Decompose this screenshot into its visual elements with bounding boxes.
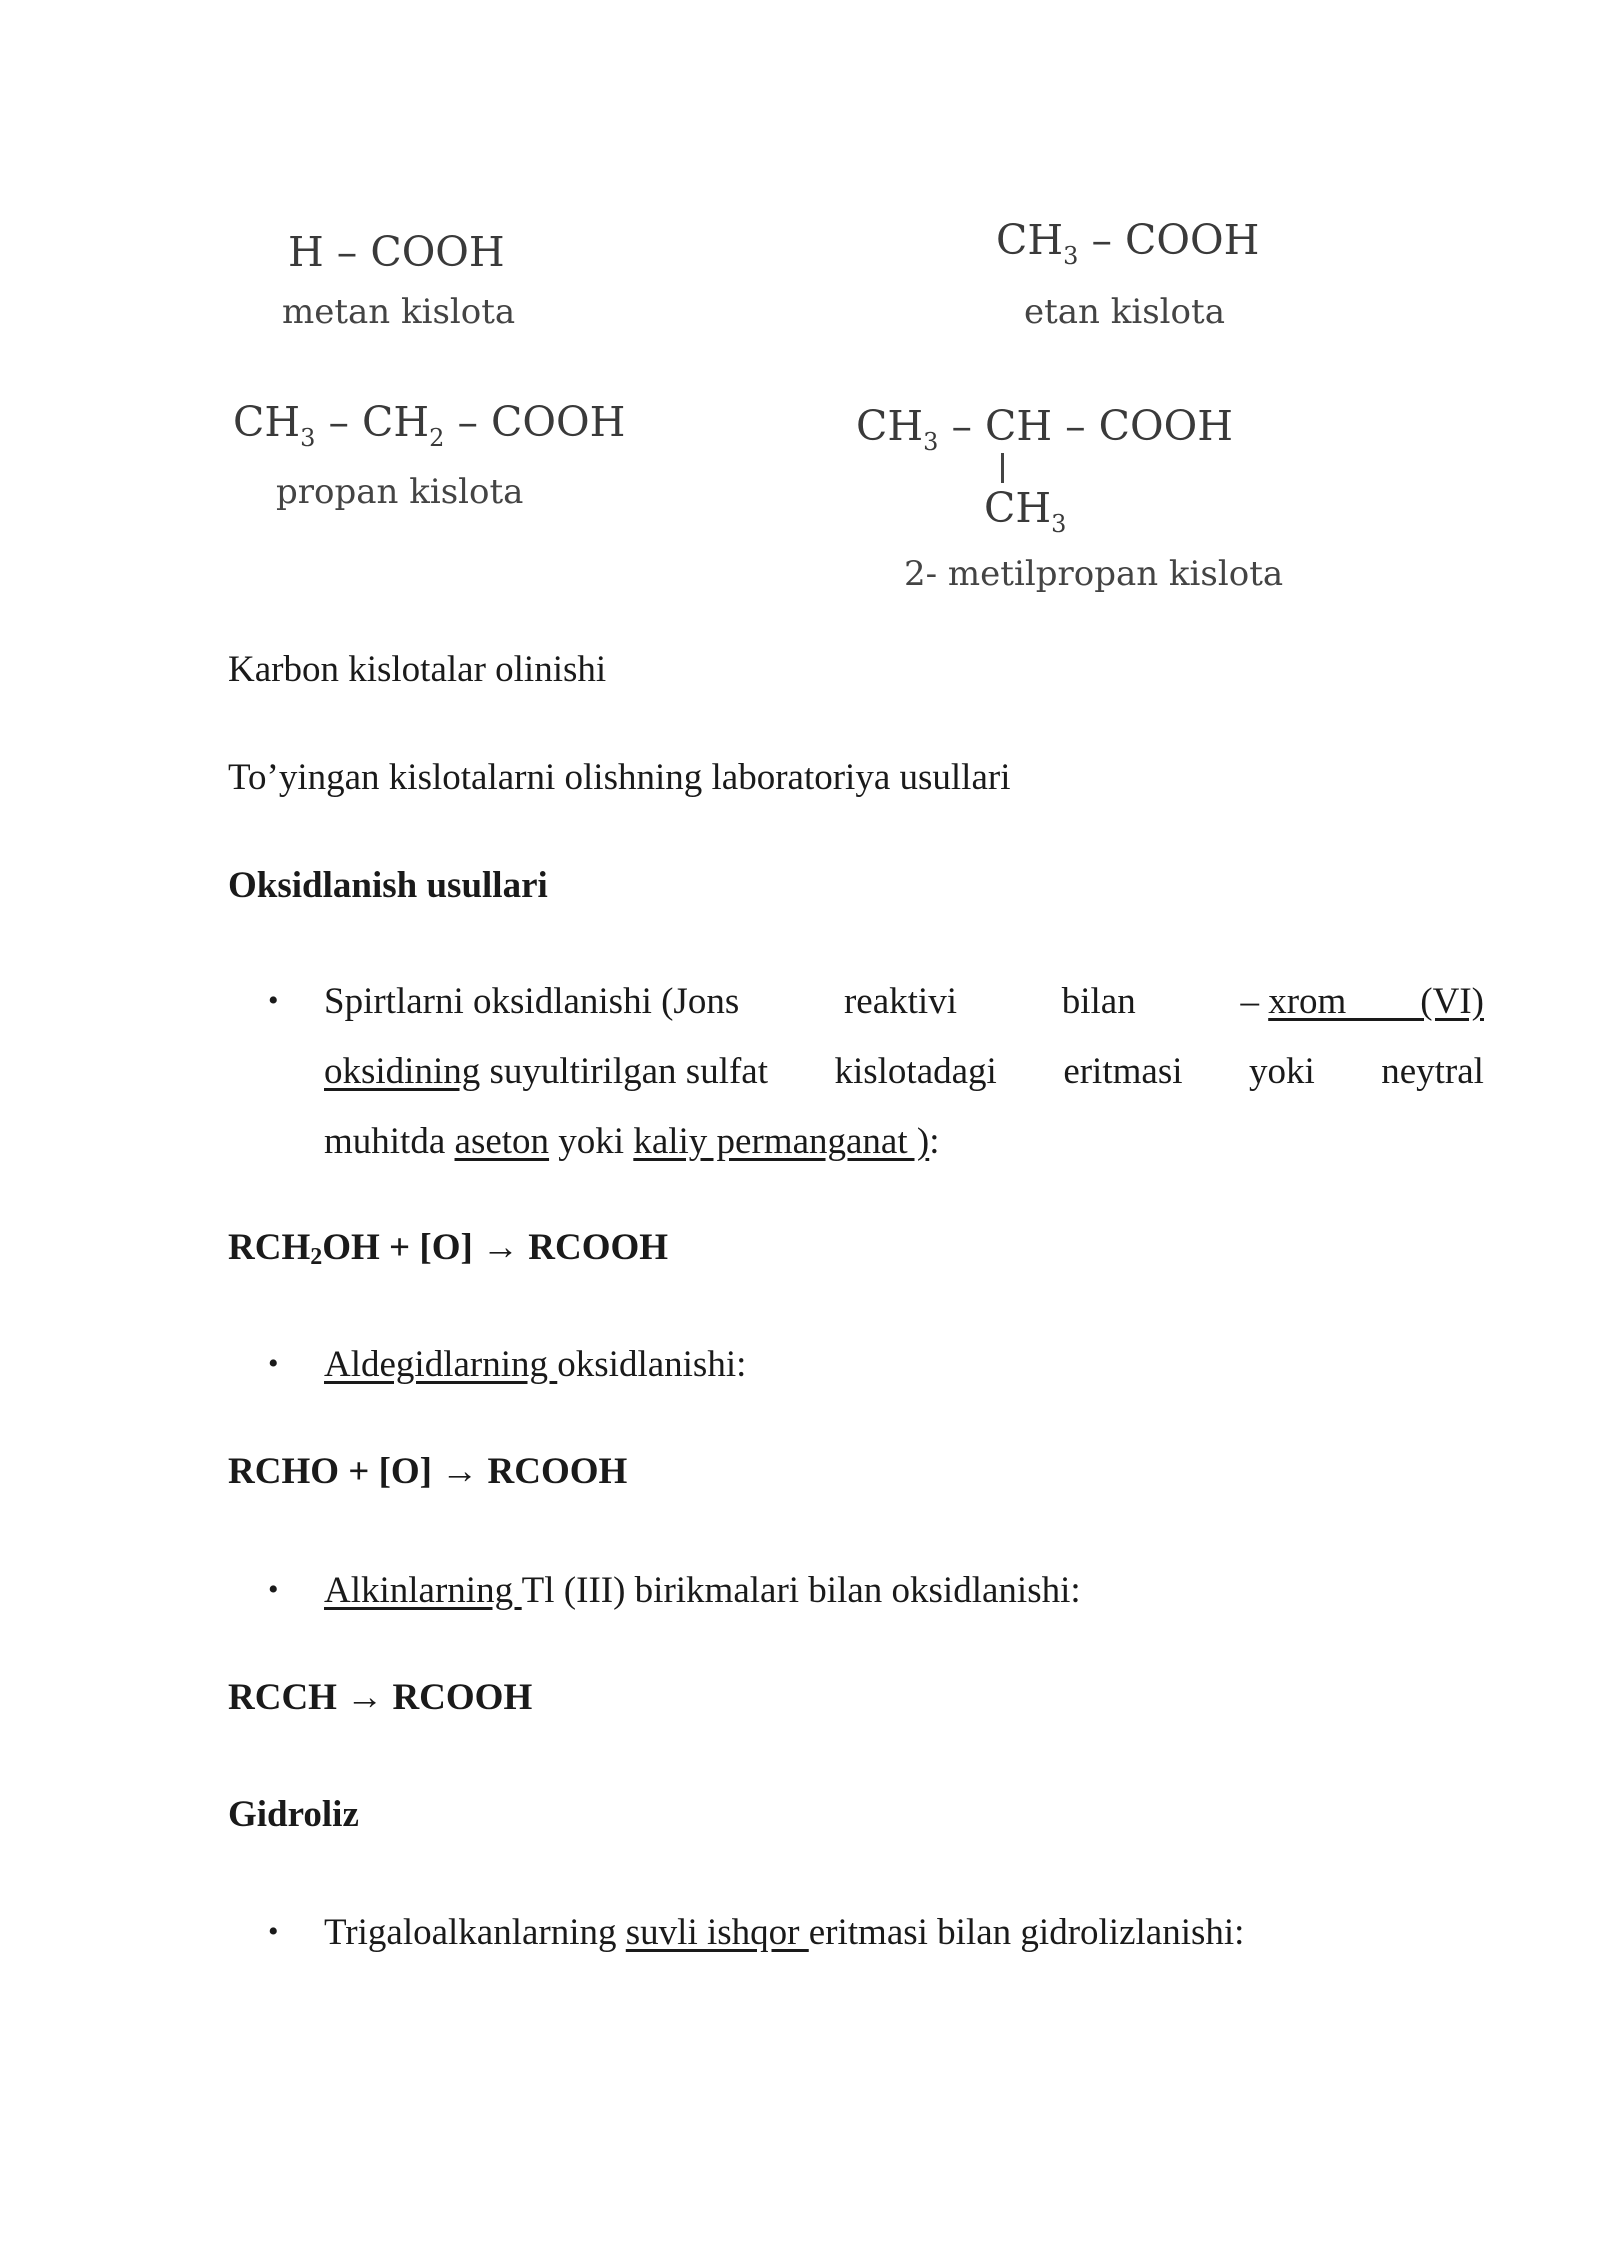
link-alkinlarning: Alkinlarning	[324, 1570, 522, 1611]
equation-aldehyde-oxidation: RCHO + [O] → RCOOH	[228, 1451, 628, 1492]
heading-oksidlanish-usullari: Oksidlanish usullari	[228, 865, 548, 906]
link-aldegidlarning: Aldegidlarning	[324, 1344, 558, 1385]
paragraph-laboratoriya-usullari: To’yingan kislotalarni olishning laboratoriya usullari	[228, 757, 1011, 798]
formula-methylpropanoic-acid: $CH_3$ – CH – COOH	[856, 402, 1234, 456]
formula-propanoic-acid: $CH_3 - CH_2$ – COOH	[233, 398, 626, 452]
bullet-icon: •	[268, 984, 279, 1017]
equation-alcohol-oxidation: RCH2OH + [O] → RCOOH	[228, 1227, 669, 1270]
link-oksidining: oksidining	[324, 1051, 481, 1092]
link-aseton: aseton	[454, 1121, 550, 1162]
bullet-icon: •	[268, 1573, 279, 1606]
heading-gidroliz: Gidroliz	[228, 1794, 359, 1835]
equation-alkyne-oxidation: RCCH → RCOOH	[228, 1677, 533, 1718]
link-suvli-ishqor: suvli ishqor	[625, 1912, 809, 1953]
link-kaliy-permanganat: kaliy permanganat )	[633, 1121, 930, 1162]
name-methylpropanoic-acid: 2- metilpropan kislota	[904, 554, 1284, 594]
bullet-1-line-3: muhitda aseton yoki kaliy permanganat ):	[324, 1121, 940, 1162]
bullet-1-line-1: Spirtlarni oksidlanishi (Jons reaktivi bilan – xrom (VI)	[324, 981, 1484, 1022]
bullet-item-spirtlar	[268, 980, 1484, 1180]
bullet-item-trigaloalkanlar: • Trigaloalkanlarning suvli ishqor eritmasi bilan gidrolizlanishi:	[268, 1912, 1245, 1953]
paragraph-karbon-kislotalar-olinishi: Karbon kislotalar olinishi	[228, 649, 607, 690]
bullet-item-aldegidlar: • Aldegidlarning oksidlanishi:	[268, 1344, 747, 1385]
formula-methyl-branch: $CH_3$	[984, 484, 1067, 538]
formula-methanoic-acid: H – COOH	[288, 228, 505, 276]
name-methanoic-acid: metan kislota	[282, 292, 516, 332]
link-xrom-vi: xrom (VI)	[1268, 981, 1484, 1022]
formula-ethanoic-acid: $CH_3$ – COOH	[996, 216, 1260, 270]
bullet-icon: •	[268, 1347, 279, 1380]
name-ethanoic-acid: etan kislota	[1024, 292, 1225, 332]
bullet-1-line-2: oksidining suyultirilgan sulfat kislotadagi eritmasi yoki neytral	[324, 1051, 1484, 1092]
name-propanoic-acid: propan kislota	[276, 472, 524, 512]
bullet-icon: •	[268, 1915, 279, 1948]
bullet-item-alkinlar: • Alkinlarning Tl (III) birikmalari bilan oksidlanishi:	[268, 1570, 1081, 1611]
vertical-bond	[1001, 453, 1004, 483]
